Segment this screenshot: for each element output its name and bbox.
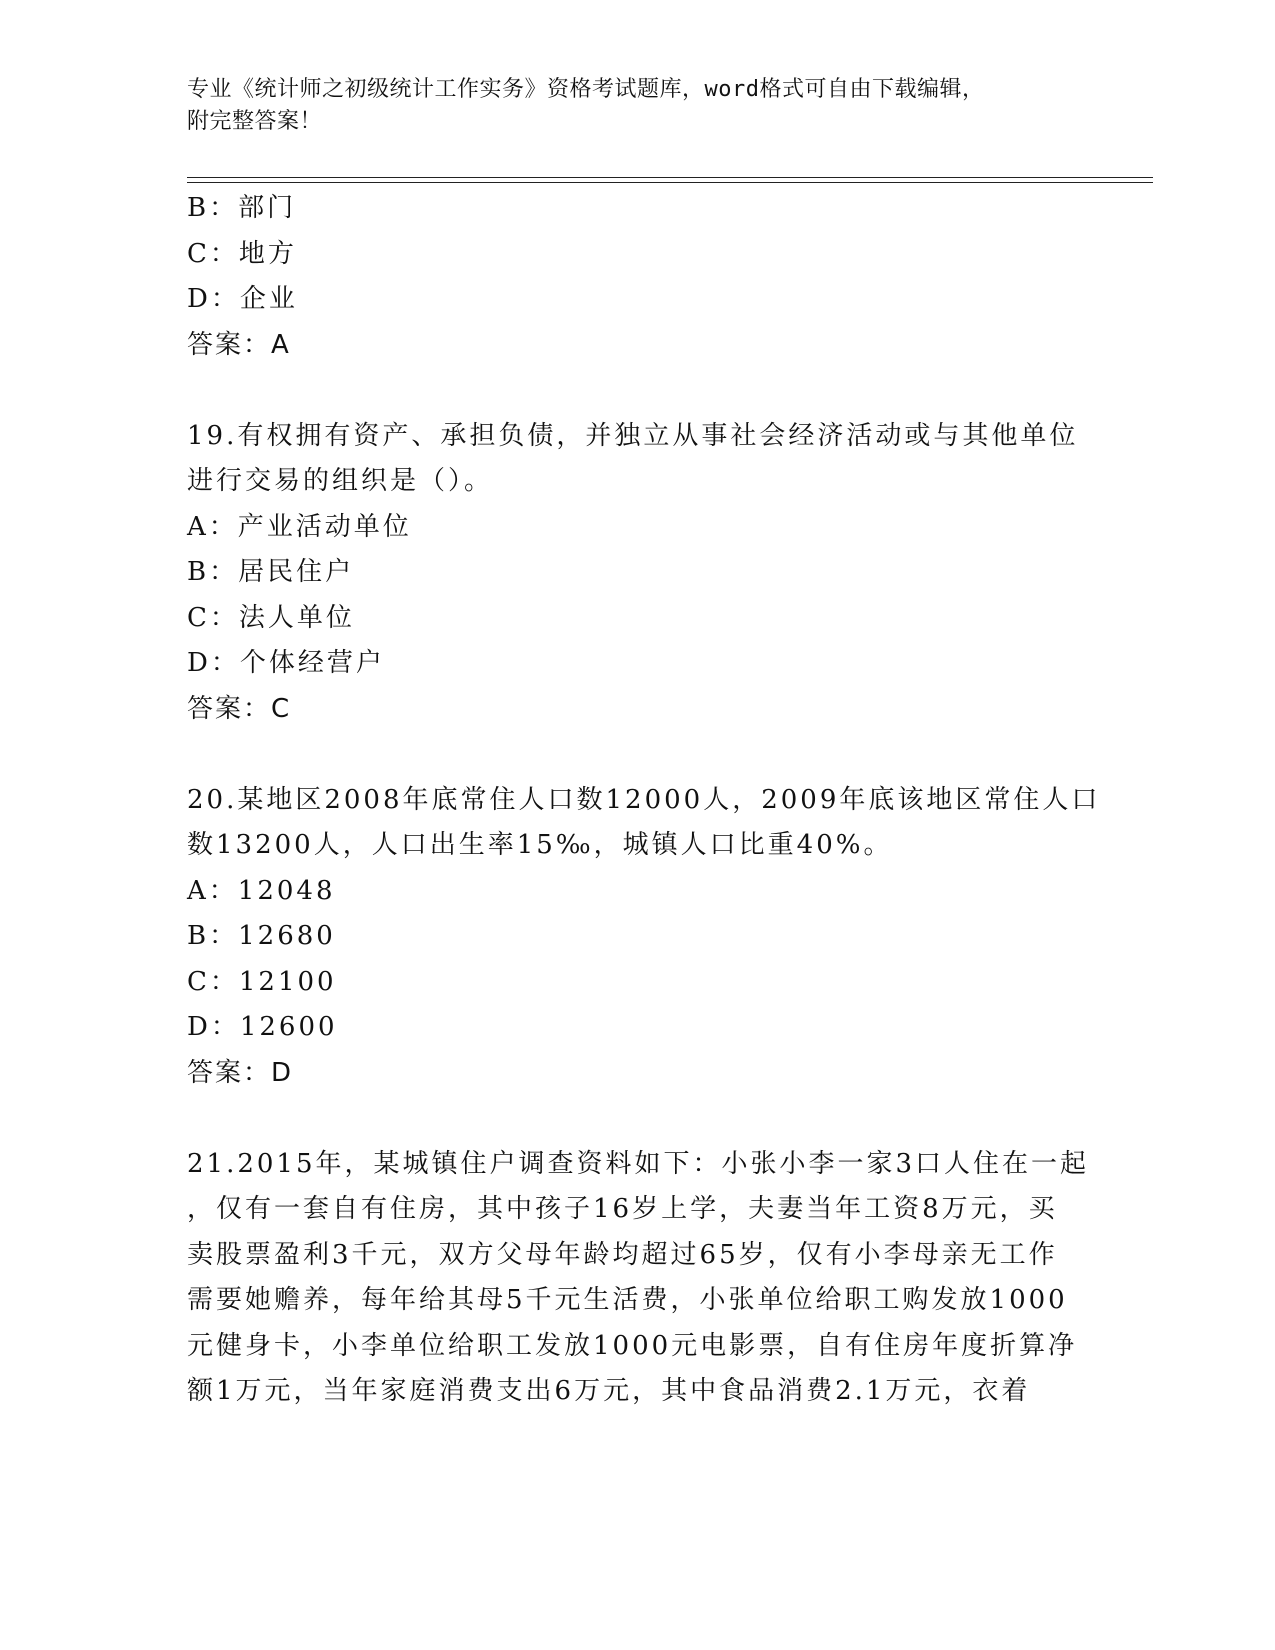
option-d: D：个体经营户: [187, 648, 385, 678]
question-text-line: 19.有权拥有资产、承担负债，并独立从事社会经济活动或与其他单位: [187, 420, 1079, 451]
question-text-line: 数13200人，人口出生率15‰，城镇人口比重40%。: [187, 830, 893, 860]
spacer: [187, 1096, 1087, 1142]
question-text-line: 20.某地区2008年底常住人口数12000人，2009年底该地区常住人口: [187, 784, 1101, 815]
option-c: C：地方: [187, 238, 297, 269]
option-a: A：12048: [187, 875, 336, 906]
question-18-tail: [187, 186, 1087, 368]
question-text-line: 元健身卡，小李单位给职工发放1000元电影票，自有住房年度折算净: [187, 1330, 1078, 1361]
document-header: [187, 74, 1087, 138]
question-19: [187, 414, 1087, 733]
option-c: C：12100: [187, 966, 337, 997]
question-text-line: 需要她赡养，每年给其母5千元生活费，小张单位给职工购发放1000: [187, 1285, 1068, 1315]
option-b: B：居民住户: [187, 557, 355, 587]
option-b: B：部门: [187, 193, 297, 223]
answer-line: 答案：A: [187, 329, 291, 360]
spacer: [187, 368, 1087, 414]
question-text-line: 进行交易的组织是（）。: [187, 466, 494, 496]
question-21: [187, 1142, 1090, 1415]
option-c: C：法人单位: [187, 602, 355, 633]
option-d: D：12600: [187, 1012, 338, 1042]
header-divider-top: [187, 177, 1153, 178]
answer-line: 答案：C: [187, 693, 292, 724]
header-line-1: 专业《统计师之初级统计工作实务》资格考试题库，word格式可自由下载编辑，: [187, 77, 985, 102]
question-20: [187, 778, 1101, 1097]
spacer: [187, 732, 1087, 778]
header-line-2: 附完整答案！: [187, 109, 323, 134]
question-text-line: ，仅有一套自有住房，其中孩子16岁上学，夫妻当年工资8万元，买: [187, 1194, 1058, 1224]
option-a: A：产业活动单位: [187, 511, 412, 542]
question-text-line: 额1万元，当年家庭消费支出6万元，其中食品消费2.1万元，衣着: [187, 1376, 1031, 1406]
answer-line: 答案：D: [187, 1057, 294, 1088]
question-text-line: 卖股票盈利3千元，双方父母年龄均超过65岁，仅有小李母亲无工作: [187, 1239, 1058, 1270]
option-b: B：12680: [187, 921, 336, 951]
question-content: [187, 186, 1101, 1415]
question-text-line: 21.2015年，某城镇住户调查资料如下：小张小李一家3口人住在一起: [187, 1148, 1090, 1179]
header-divider-bottom: [187, 182, 1153, 183]
option-d: D：企业: [187, 284, 298, 314]
